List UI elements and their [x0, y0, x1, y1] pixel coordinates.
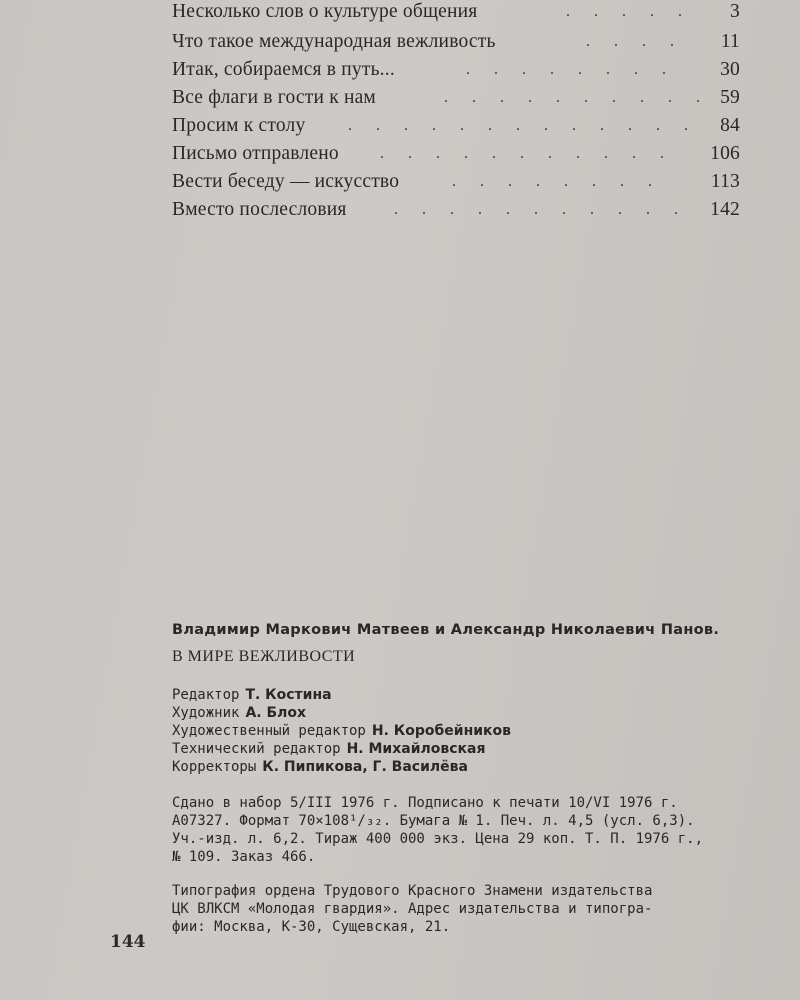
toc-page-number: 84 — [720, 115, 740, 136]
credits-block — [172, 686, 792, 776]
credit-row — [172, 704, 792, 722]
credit-name: Н. Михайловская — [346, 741, 486, 757]
printing-details — [172, 882, 792, 936]
toc-leader-dots: . . . . . . . . . . . . . — [348, 117, 698, 134]
toc-page-number: 106 — [710, 143, 740, 164]
toc-entry — [172, 196, 740, 224]
credit-role: Корректоры — [172, 759, 257, 775]
toc-page-number: 11 — [720, 31, 740, 52]
credit-row — [172, 722, 792, 740]
credit-role: Редактор — [172, 687, 240, 703]
toc-page-number: 3 — [730, 1, 740, 22]
credit-role: Художественный редактор — [172, 723, 366, 739]
toc-leader-dots: . . . . . . . . — [452, 173, 662, 190]
book-title: В МИРЕ ВЕЖЛИВОСТИ — [172, 648, 356, 665]
page-number: 144 — [110, 932, 146, 952]
credit-role: Художник — [172, 705, 240, 721]
toc-entry — [172, 140, 740, 168]
toc-title: Что такое международная вежливость — [172, 31, 496, 52]
credit-name: Т. Костина — [245, 687, 332, 703]
toc-entry — [172, 168, 740, 196]
toc-leader-dots: . . . . . . . . — [466, 61, 676, 78]
toc-leader-dots: . . . . . . . . . . . — [380, 145, 674, 162]
toc-title: Все флаги в гости к нам — [172, 87, 376, 108]
toc-entry — [172, 28, 740, 56]
toc-title: Письмо отправлено — [172, 143, 339, 164]
toc-entry — [172, 112, 740, 140]
credit-name: К. Пипикова, Г. Василёва — [262, 759, 468, 775]
toc-entry — [172, 0, 740, 26]
printing-line: Типография ордена Трудового Красного Знамени издательства — [172, 883, 653, 899]
toc-leader-dots: . . . . — [586, 33, 684, 50]
credit-row — [172, 740, 792, 758]
credit-row — [172, 758, 792, 776]
toc-title: Просим к столу — [172, 115, 306, 136]
publishing-line: Сдано в набор 5/III 1976 г. Подписано к печати 10/VI 1976 г. — [172, 795, 678, 811]
credit-name: А. Блох — [245, 705, 307, 721]
credit-row — [172, 686, 792, 704]
publishing-line: № 109. Заказ 466. — [172, 849, 316, 865]
toc-title: Вести беседу — искусство — [172, 171, 400, 192]
printing-line: фии: Москва, К-30, Сущевская, 21. — [172, 919, 451, 935]
toc-page-number: 113 — [710, 171, 740, 192]
authors-line: Владимир Маркович Матвеев и Александр Николаевич Панов. — [172, 622, 720, 638]
toc-leader-dots: . . . . . — [566, 3, 692, 20]
toc-entry — [172, 56, 740, 84]
toc-page-number: 59 — [720, 87, 740, 108]
toc-page-number: 30 — [720, 59, 740, 80]
credit-role: Технический редактор — [172, 741, 341, 757]
toc-page-number: 142 — [710, 199, 740, 220]
toc-title: Несколько слов о культуре общения — [172, 1, 478, 22]
colophon — [172, 622, 792, 936]
toc-entry — [172, 84, 740, 112]
publishing-line: Уч.-изд. л. 6,2. Тираж 400 000 экз. Цена 29 коп. Т. П. 1976 г., — [172, 831, 704, 847]
credit-name: Н. Коробейников — [371, 723, 512, 739]
toc-leader-dots: . . . . . . . . . . . — [394, 201, 688, 218]
publishing-line: А07327. Формат 70×108¹/₃₂. Бумага № 1. Печ. л. 4,5 (усл. 6,3). — [172, 813, 695, 829]
publishing-details — [172, 794, 792, 866]
table-of-contents — [172, 0, 740, 224]
printing-line: ЦК ВЛКСМ «Молодая гвардия». Адрес издательства и типогра- — [172, 901, 653, 917]
toc-leader-dots: . . . . . . . . . . — [444, 89, 710, 106]
toc-title: Итак, собираемся в путь... — [172, 59, 395, 80]
toc-title: Вместо послесловия — [172, 199, 347, 220]
